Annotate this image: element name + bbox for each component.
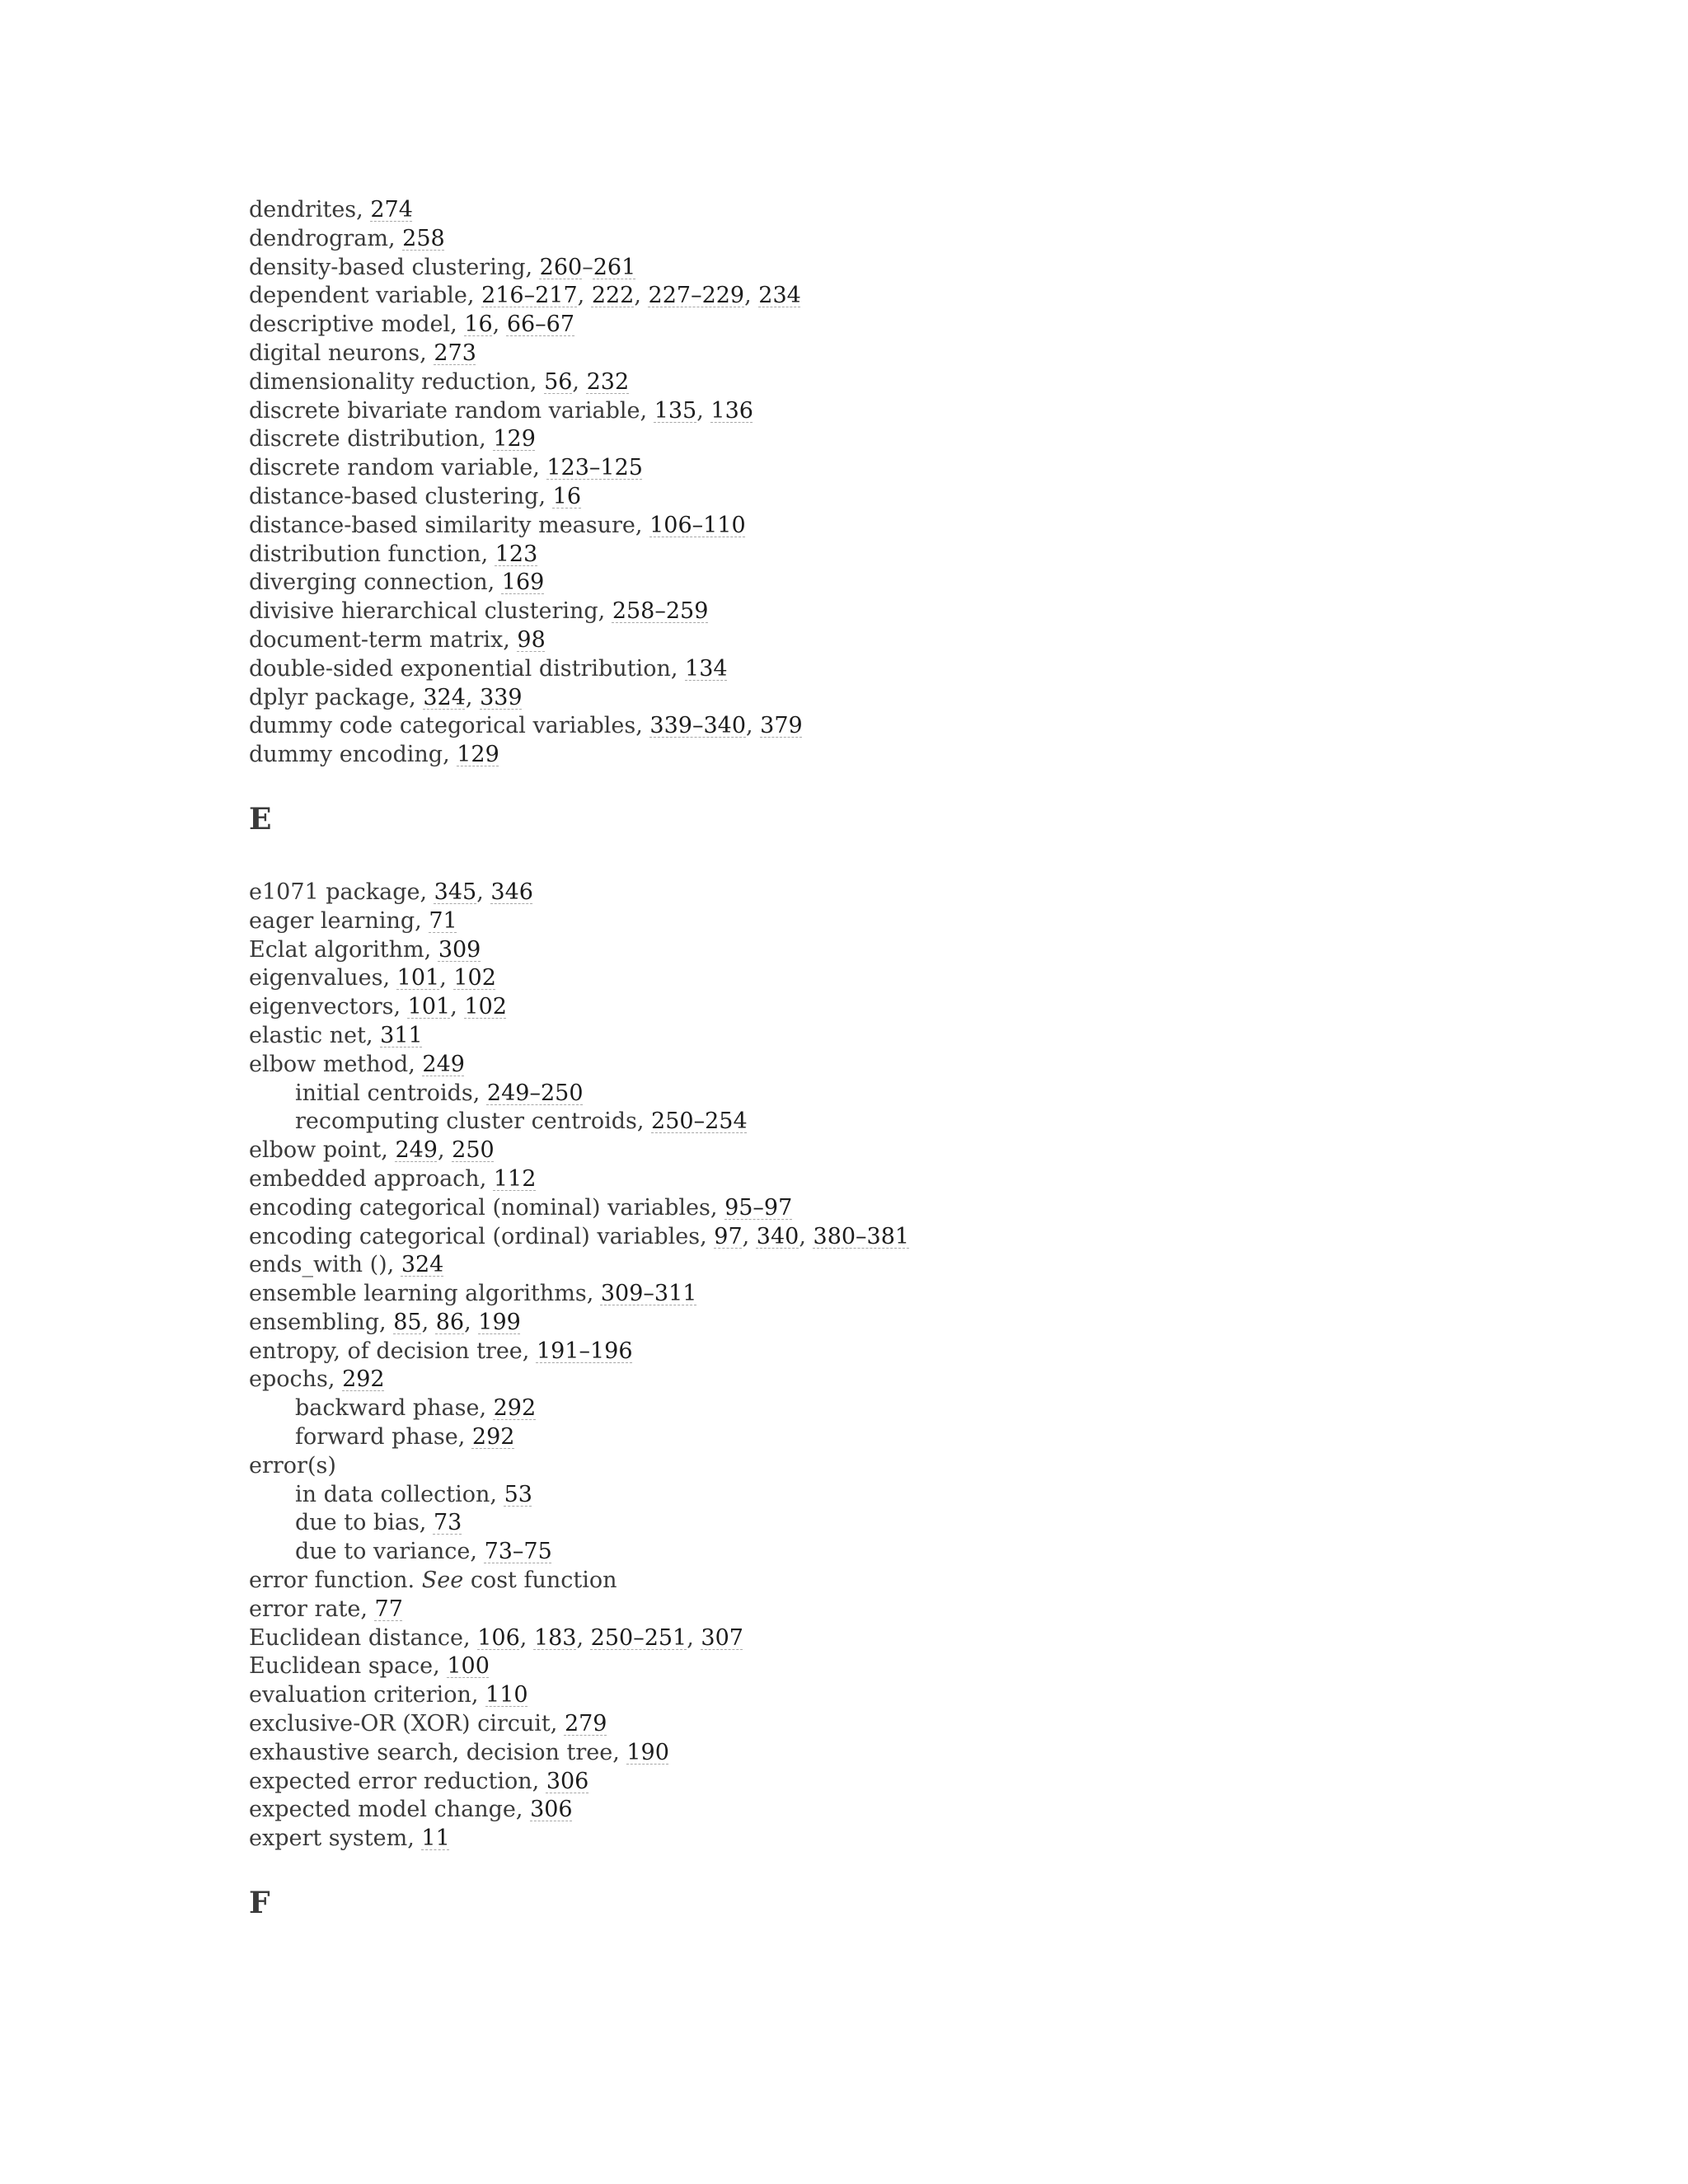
index-subentry-backward-phase: [249, 1394, 1568, 1423]
page-link[interactable]: 123–125: [546, 455, 643, 481]
page-link[interactable]: 292: [471, 1424, 515, 1451]
page-link[interactable]: 340: [756, 1223, 799, 1249]
index-term: elastic net: [249, 1022, 366, 1048]
page-link[interactable]: 98: [517, 626, 546, 653]
separator: ,: [634, 283, 649, 309]
index-term: distribution function: [249, 541, 481, 567]
index-term: in data collection: [295, 1481, 490, 1507]
index-term: descriptive model: [249, 312, 451, 338]
page-link[interactable]: 227–229: [648, 283, 745, 309]
page-link[interactable]: 306: [546, 1768, 589, 1794]
separator: ,: [472, 1080, 487, 1106]
separator: ,: [529, 368, 545, 395]
index-term: double-sided exponential distribution: [249, 655, 671, 682]
index-term: elbow method: [249, 1051, 409, 1077]
index-term: backward phase: [295, 1395, 480, 1422]
page-link[interactable]: 258–259: [612, 598, 709, 625]
index-entry-distance-based-similarity-measure: [249, 512, 1568, 541]
index-entry-descriptive-model: [249, 311, 1568, 340]
page-link[interactable]: 53: [504, 1481, 532, 1507]
separator: ,: [710, 1194, 725, 1221]
page-link[interactable]: 216–217: [481, 283, 578, 309]
index-entry-density-based-clustering: [249, 254, 1568, 283]
section-letter-e: E: [249, 801, 272, 837]
index-term: elbow point: [249, 1137, 382, 1164]
index-term: document-term matrix: [249, 626, 504, 653]
separator: ,: [696, 397, 711, 424]
page-link[interactable]: 97: [714, 1223, 743, 1249]
index-entry-embedded-approach: [249, 1165, 1568, 1194]
index-entry-eigenvalues: [249, 964, 1568, 993]
page-link[interactable]: 183: [533, 1624, 577, 1651]
separator: ,: [742, 1223, 757, 1249]
page-link[interactable]: 232: [586, 368, 630, 395]
page-link[interactable]: 345: [434, 879, 477, 905]
page-link[interactable]: 292: [493, 1395, 537, 1422]
page-link[interactable]: 112: [493, 1165, 537, 1192]
index-entry-elastic-net: [249, 1022, 1568, 1051]
separator: ,: [492, 312, 507, 338]
separator: ,: [450, 312, 465, 338]
separator: ,: [365, 1022, 381, 1048]
index-entry-expected-model-change: [249, 1796, 1568, 1825]
page-link[interactable]: 292: [342, 1366, 385, 1393]
index-subentry-in-data-collection: [249, 1481, 1568, 1510]
page-link[interactable]: 106: [477, 1624, 520, 1651]
index-term: divisive hierarchical clustering: [249, 598, 598, 625]
separator: ,: [463, 1624, 478, 1651]
separator: ,: [503, 626, 518, 653]
page-link[interactable]: 95–97: [724, 1194, 793, 1221]
separator: ,: [522, 1338, 537, 1364]
index-term: embedded approach: [249, 1165, 480, 1192]
index-term: dimensionality reduction: [249, 368, 530, 395]
separator: ,: [598, 598, 612, 625]
page-link[interactable]: 85: [393, 1309, 422, 1335]
index-entry-discrete-random-variable: [249, 454, 1568, 483]
page-link[interactable]: 86: [435, 1309, 465, 1335]
index-term: evaluation criterion: [249, 1682, 471, 1708]
index-section-e: [249, 879, 1568, 1854]
separator: ,: [476, 879, 491, 905]
index-term: Euclidean space: [249, 1653, 434, 1680]
index-term: distance-based clustering: [249, 483, 539, 509]
index-entry-euclidean-space: [249, 1652, 1568, 1681]
page-link[interactable]: 110: [485, 1682, 528, 1708]
index-entry-digital-neurons: [249, 340, 1568, 368]
separator: ,: [450, 994, 465, 1020]
page-link[interactable]: 273: [434, 340, 476, 366]
index-entry-e1071-package: [249, 879, 1568, 907]
index-entry-encoding-categorical-ordinal-variables: [249, 1223, 1568, 1252]
index-term: error rate: [249, 1596, 361, 1622]
separator: ,: [490, 1481, 504, 1507]
page-link[interactable]: 250–254: [651, 1108, 748, 1135]
separator: ,: [481, 541, 495, 567]
separator: ,: [636, 1108, 652, 1135]
page-link[interactable]: 129: [493, 426, 536, 452]
page-link[interactable]: 346: [490, 879, 533, 905]
index-entry-euclidean-distance: [249, 1624, 1568, 1653]
index-term: epochs: [249, 1366, 328, 1393]
page-link[interactable]: 311: [380, 1022, 423, 1048]
separator: ,: [576, 1624, 591, 1651]
separator: ,: [382, 965, 397, 991]
index-term: diverging connection: [249, 569, 488, 596]
separator: ,: [457, 1424, 472, 1451]
index-term: dummy encoding: [249, 742, 443, 768]
index-entry-eager-learning: [249, 907, 1568, 936]
separator: ,: [479, 1395, 494, 1422]
see-target: cost function: [470, 1568, 617, 1594]
index-term: ends_with (): [249, 1252, 387, 1278]
index-term: recomputing cluster centroids: [295, 1108, 637, 1135]
separator: ,: [538, 483, 553, 509]
separator: ,: [519, 1624, 534, 1651]
page-link[interactable]: 309: [438, 936, 481, 963]
index-term: dendrogram: [249, 225, 388, 251]
index-entry-dummy-code-categorical-variables: [249, 712, 1568, 741]
page-link[interactable]: 56: [544, 368, 573, 395]
separator: ,: [635, 512, 650, 538]
index-entry-eclat-algorithm: [249, 936, 1568, 965]
page-link[interactable]: 106–110: [649, 512, 746, 538]
separator: ,: [572, 368, 587, 395]
index-term: expert system: [249, 1825, 408, 1852]
separator: ,: [327, 1366, 343, 1393]
page-link[interactable]: 73: [433, 1510, 462, 1536]
page-link[interactable]: 250: [452, 1137, 495, 1164]
see-label: See: [421, 1568, 464, 1594]
index-term: error function.: [249, 1568, 415, 1594]
index-term: density-based clustering: [249, 254, 526, 280]
page-link[interactable]: 77: [374, 1596, 403, 1622]
page-link[interactable]: 16: [552, 483, 581, 509]
index-page: [249, 196, 1568, 1919]
separator: ,: [393, 994, 408, 1020]
separator: ,: [387, 1252, 401, 1278]
separator: ,: [388, 225, 403, 251]
index-entry-expected-error-reduction: [249, 1768, 1568, 1797]
page-link[interactable]: 306: [530, 1797, 573, 1823]
index-term: Euclidean distance: [249, 1624, 464, 1651]
separator: ,: [467, 283, 482, 309]
page-link[interactable]: 136: [710, 397, 753, 424]
separator: ,: [515, 1797, 531, 1823]
page-link[interactable]: 135: [654, 397, 697, 424]
index-term: dplyr package: [249, 684, 410, 710]
index-entry-elbow-point: [249, 1137, 1568, 1165]
index-term: distance-based similarity measure: [249, 512, 635, 538]
page-link[interactable]: 129: [457, 742, 499, 768]
index-subentry-forward-phase: [249, 1423, 1568, 1452]
page-link[interactable]: 199: [478, 1309, 521, 1335]
index-term: digital neurons: [249, 340, 420, 366]
index-term: discrete bivariate random variable: [249, 397, 640, 424]
index-subentry-due-to-variance: [249, 1538, 1568, 1567]
index-entry-divisive-hierarchical-clustering: [249, 598, 1568, 626]
page-link[interactable]: 16: [464, 312, 493, 338]
separator: ,: [470, 1539, 485, 1565]
separator: ,: [407, 1825, 422, 1852]
index-entry-error-s: [249, 1452, 1568, 1481]
index-entry-ensemble-learning-algorithms: [249, 1280, 1568, 1309]
page-link[interactable]: 11: [421, 1825, 450, 1852]
index-entry-elbow-method: [249, 1051, 1568, 1080]
separator: ,: [479, 1165, 494, 1192]
index-term: due to bias: [295, 1510, 420, 1536]
page-link[interactable]: 66–67: [506, 312, 575, 338]
page-link[interactable]: 307: [701, 1624, 743, 1651]
index-entry-eigenvectors: [249, 993, 1568, 1022]
index-entry-document-term-matrix: [249, 626, 1568, 655]
index-term: ensemble learning algorithms: [249, 1281, 587, 1307]
page-link[interactable]: 190: [626, 1739, 669, 1765]
index-entry-double-sided-exponential-distribution: [249, 655, 1568, 684]
page-link[interactable]: 380–381: [813, 1223, 910, 1249]
page-link[interactable]: 169: [501, 569, 545, 596]
separator: ,: [424, 936, 438, 963]
separator: ,: [419, 1510, 434, 1536]
index-subentry-initial-centroids: [249, 1080, 1568, 1108]
range-dash: –: [582, 254, 593, 280]
separator: ,: [479, 426, 494, 452]
page-link[interactable]: 379: [760, 713, 803, 739]
page-link[interactable]: 100: [447, 1653, 490, 1680]
separator: ,: [635, 713, 650, 739]
index-entry-distance-based-clustering: [249, 483, 1568, 512]
index-entry-error-rate: [249, 1596, 1568, 1624]
page-link[interactable]: 309–311: [600, 1281, 697, 1307]
index-term: due to variance: [295, 1539, 471, 1565]
page-link[interactable]: 258: [402, 225, 445, 251]
separator: ,: [421, 1309, 436, 1335]
index-entry-dimensionality-reduction: [249, 368, 1568, 397]
page-link[interactable]: 73–75: [484, 1539, 552, 1565]
index-subentry-due-to-bias: [249, 1509, 1568, 1538]
index-term: dendrites: [249, 197, 357, 223]
index-term: ensembling: [249, 1309, 380, 1335]
index-entry-ends-with: [249, 1251, 1568, 1280]
separator: ,: [640, 397, 654, 424]
index-entry-evaluation-criterion: [249, 1681, 1568, 1710]
separator: ,: [464, 1309, 479, 1335]
separator: ,: [437, 1137, 452, 1164]
page-link[interactable]: 250–251: [590, 1624, 687, 1651]
page-link[interactable]: 324: [401, 1252, 444, 1278]
separator: ,: [744, 283, 759, 309]
page-link[interactable]: 101: [396, 965, 440, 991]
page-link[interactable]: 279: [564, 1711, 607, 1737]
index-term: eigenvectors: [249, 994, 394, 1020]
index-term: dummy code categorical variables: [249, 713, 636, 739]
index-entry-dependent-variable: [249, 282, 1568, 311]
separator: ,: [415, 907, 429, 934]
index-entry-exhaustive-search-decision-tree: [249, 1739, 1568, 1768]
separator: ,: [532, 1768, 546, 1794]
separator: ,: [439, 965, 454, 991]
page-link[interactable]: 102: [464, 994, 507, 1020]
index-term: dependent variable: [249, 283, 467, 309]
page-link[interactable]: 123: [495, 541, 538, 567]
page-link[interactable]: 101: [407, 994, 451, 1020]
page-link[interactable]: 339: [480, 684, 523, 710]
page-link[interactable]: 71: [429, 907, 457, 934]
separator: ,: [443, 742, 457, 768]
index-term: eager learning: [249, 907, 415, 934]
separator: ,: [700, 1223, 715, 1249]
separator: ,: [471, 1682, 486, 1708]
page-link[interactable]: 339–340: [649, 713, 746, 739]
index-subentry-recomputing-cluster-centroids: [249, 1108, 1568, 1137]
index-entry-ensembling: [249, 1309, 1568, 1338]
index-entry-entropy-of-decision-tree: [249, 1338, 1568, 1366]
separator: ,: [379, 1309, 394, 1335]
separator: ,: [612, 1739, 627, 1765]
index-entry-discrete-distribution: [249, 425, 1568, 454]
index-term: expected error reduction: [249, 1768, 532, 1794]
separator: ,: [687, 1624, 701, 1651]
index-term: expected model change: [249, 1797, 516, 1823]
page-link[interactable]: 261: [593, 254, 636, 280]
page-link[interactable]: 222: [591, 283, 635, 309]
separator: ,: [408, 1051, 423, 1077]
index-entry-distribution-function: [249, 541, 1568, 569]
index-entry-dummy-encoding: [249, 741, 1568, 770]
index-term: encoding categorical (ordinal) variables: [249, 1223, 701, 1249]
separator: ,: [746, 713, 761, 739]
page-link[interactable]: 249: [422, 1051, 465, 1077]
separator: ,: [525, 254, 540, 280]
index-entry-dplyr-package: [249, 684, 1568, 713]
page-link[interactable]: 249–250: [486, 1080, 584, 1106]
index-term: error(s): [249, 1452, 336, 1479]
separator: ,: [577, 283, 592, 309]
index-entry-expert-system: [249, 1825, 1568, 1854]
separator: ,: [420, 879, 434, 905]
index-entry-dendrogram: [249, 225, 1568, 254]
separator: ,: [433, 1653, 448, 1680]
index-term: Eclat algorithm: [249, 936, 424, 963]
page-link[interactable]: 324: [423, 684, 466, 710]
separator: ,: [409, 684, 424, 710]
section-letter-f: F: [249, 1886, 270, 1921]
page-link[interactable]: 102: [453, 965, 496, 991]
index-entry-discrete-bivariate-random-variable: [249, 397, 1568, 426]
page-link[interactable]: 260: [539, 254, 583, 280]
index-entry-diverging-connection: [249, 569, 1568, 598]
separator: ,: [550, 1711, 565, 1737]
index-entry-epochs: [249, 1366, 1568, 1394]
index-term: discrete random variable: [249, 455, 533, 481]
index-entry-encoding-categorical-nominal-variables: [249, 1194, 1568, 1223]
page-link[interactable]: 234: [758, 283, 801, 309]
index-term: e1071 package: [249, 879, 420, 905]
separator: ,: [420, 340, 434, 366]
index-term: exhaustive search, decision tree: [249, 1739, 613, 1765]
separator: ,: [799, 1223, 814, 1249]
index-term: exclusive-OR (XOR) circuit: [249, 1711, 551, 1737]
index-term: discrete distribution: [249, 426, 480, 452]
index-term: eigenvalues: [249, 965, 383, 991]
separator: ,: [381, 1137, 396, 1164]
index-entry-exclusive-or-xor-circuit: [249, 1710, 1568, 1739]
page-link[interactable]: 134: [685, 655, 728, 682]
index-entry-error-function: [249, 1567, 1568, 1596]
page-link[interactable]: 249: [395, 1137, 438, 1164]
index-term: forward phase: [295, 1424, 458, 1451]
separator: ,: [356, 197, 371, 223]
index-term: entropy, of decision tree: [249, 1338, 523, 1364]
separator: ,: [487, 569, 502, 596]
page-link[interactable]: 274: [370, 197, 413, 223]
separator: ,: [670, 655, 686, 682]
separator: ,: [586, 1281, 601, 1307]
page-link[interactable]: 191–196: [536, 1338, 633, 1364]
separator: ,: [360, 1596, 375, 1622]
separator: ,: [465, 684, 481, 710]
index-section-d: [249, 196, 1568, 770]
index-term: initial centroids: [295, 1080, 473, 1106]
separator: ,: [532, 455, 547, 481]
index-entry-dendrites: [249, 196, 1568, 225]
index-term: encoding categorical (nominal) variables: [249, 1194, 710, 1221]
